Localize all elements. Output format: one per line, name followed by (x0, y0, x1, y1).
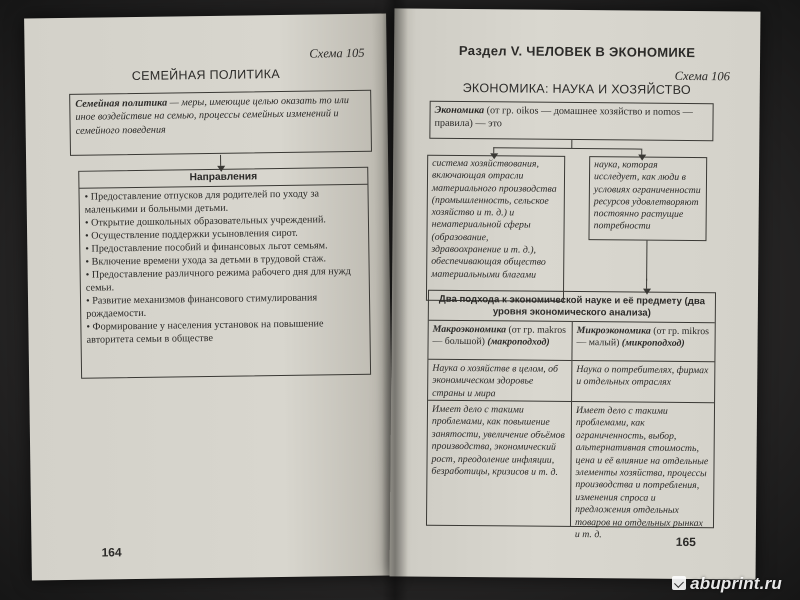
section-title: Раздел V. ЧЕЛОВЕК В ЭКОНОМИКЕ (458, 42, 696, 61)
arrow-down-icon (220, 155, 221, 166)
arrow-down-icon (493, 147, 494, 153)
right-page (390, 8, 761, 579)
macro-problems: Имеет дело с такими проблемами, как повышение занятости, увеличение объёмов производства, экономический рост, преодоление инфляции, безработицы, кризисов и т. д. (431, 403, 565, 478)
approaches-header: Два подхода к экономической науке и её предмету (два уровня экономического анализа) (429, 291, 715, 323)
checkmark-icon (672, 576, 686, 590)
list-item: • Развитие механизмов финансового стимулирования рождаемости. (85, 292, 318, 321)
definition-term: Экономика (434, 104, 485, 117)
definition-text: — меры, имеющие целью оказать то или иное воздействие на семью, процессы семейных изменений и семейного поведения (75, 95, 349, 137)
arrow-down-icon (646, 279, 647, 289)
list-item: • Осуществление поддержки усыновления сирот. (85, 228, 298, 243)
economy-science-text: наука, которая исследует, как люди в условиях ограниченности ресурсов удовлетворяют постоянно растущие потребности (593, 159, 701, 233)
micro-name-cell (572, 323, 714, 362)
directions-list (79, 185, 369, 349)
connector-line (646, 241, 648, 281)
directions-header: Направления (79, 168, 367, 189)
page-number: 165 (675, 534, 696, 550)
definition-box (69, 90, 372, 156)
micro-problems: Имеет дело с такими проблемами, как ограниченность, выбор, альтернативная стоимость, цена и её влияние на отдельные элементы хозяйства, процессы производства и потребления, изменения спроса и предложения отдельных товаров на отдельных рынках и т. д. (574, 405, 709, 541)
list-item: • Предоставление различного режима рабочего дня для нужд семьи. (85, 266, 351, 295)
list-item: • Предоставление отпусков для родителей по уходу за маленькими и больными детьми. (84, 188, 320, 217)
list-item: • Включение времени ухода за детьми в трудовой стаж. (85, 253, 327, 269)
page-title: ЭКОНОМИКА: НАУКА И ХОЗЯЙСТВО (462, 81, 691, 98)
economy-science-box (588, 156, 707, 241)
micro-tag: (микроподход) (621, 337, 685, 350)
micro-name: Микроэкономика (576, 325, 651, 337)
watermark (672, 574, 782, 594)
definition-box (429, 101, 713, 141)
definition-term: Семейная политика (75, 97, 168, 110)
schema-number: Схема 105 (309, 45, 365, 61)
economy-system-text: система хозяйствования, включающая отрасли материального производства (промышленность, сельское хозяйство и т. д.) и нематериальной сферы (образование, здравоохранение и т. д.), обеспечивающая общество материальными благами (431, 157, 557, 281)
connector-line (571, 140, 572, 148)
macro-name: Макроэкономика (432, 323, 507, 336)
micro-subject: Наука о потребителях, фирмах и отдельных отраслях (572, 362, 714, 403)
book-gutter (382, 0, 408, 600)
list-item: • Открытие дошкольных образовательных учреждений. (84, 214, 326, 230)
list-item: • Предоставление пособий и финансовых льгот семьям. (85, 240, 328, 256)
definition-text: (от гр. oikos — домашнее хозяйство и nomos — правила) — это (434, 105, 693, 130)
economy-system-box (426, 155, 565, 302)
approaches-table (426, 290, 716, 541)
page-title: СЕМЕЙНАЯ ПОЛИТИКА (131, 66, 281, 84)
macro-etymology: (от гр. makros — большой) (432, 324, 567, 348)
schema-number: Схема 106 (674, 68, 730, 84)
watermark-text: abuprint.ru (690, 574, 782, 593)
page-number: 164 (101, 545, 122, 560)
left-page (24, 14, 394, 581)
micro-etymology: (от гр. mikros — малый) (576, 325, 710, 349)
directions-box (78, 167, 371, 379)
macro-name-cell (428, 322, 571, 361)
list-item: • Формирование у населения установок на повышение авторитета семьи в обществе (86, 318, 324, 347)
arrow-down-icon (641, 149, 642, 155)
macro-tag: (макроподход) (487, 336, 550, 349)
connector-line (493, 147, 641, 149)
macro-subject: Наука о хозяйстве в целом, об экономическом здоровье страны и мира (428, 361, 571, 402)
